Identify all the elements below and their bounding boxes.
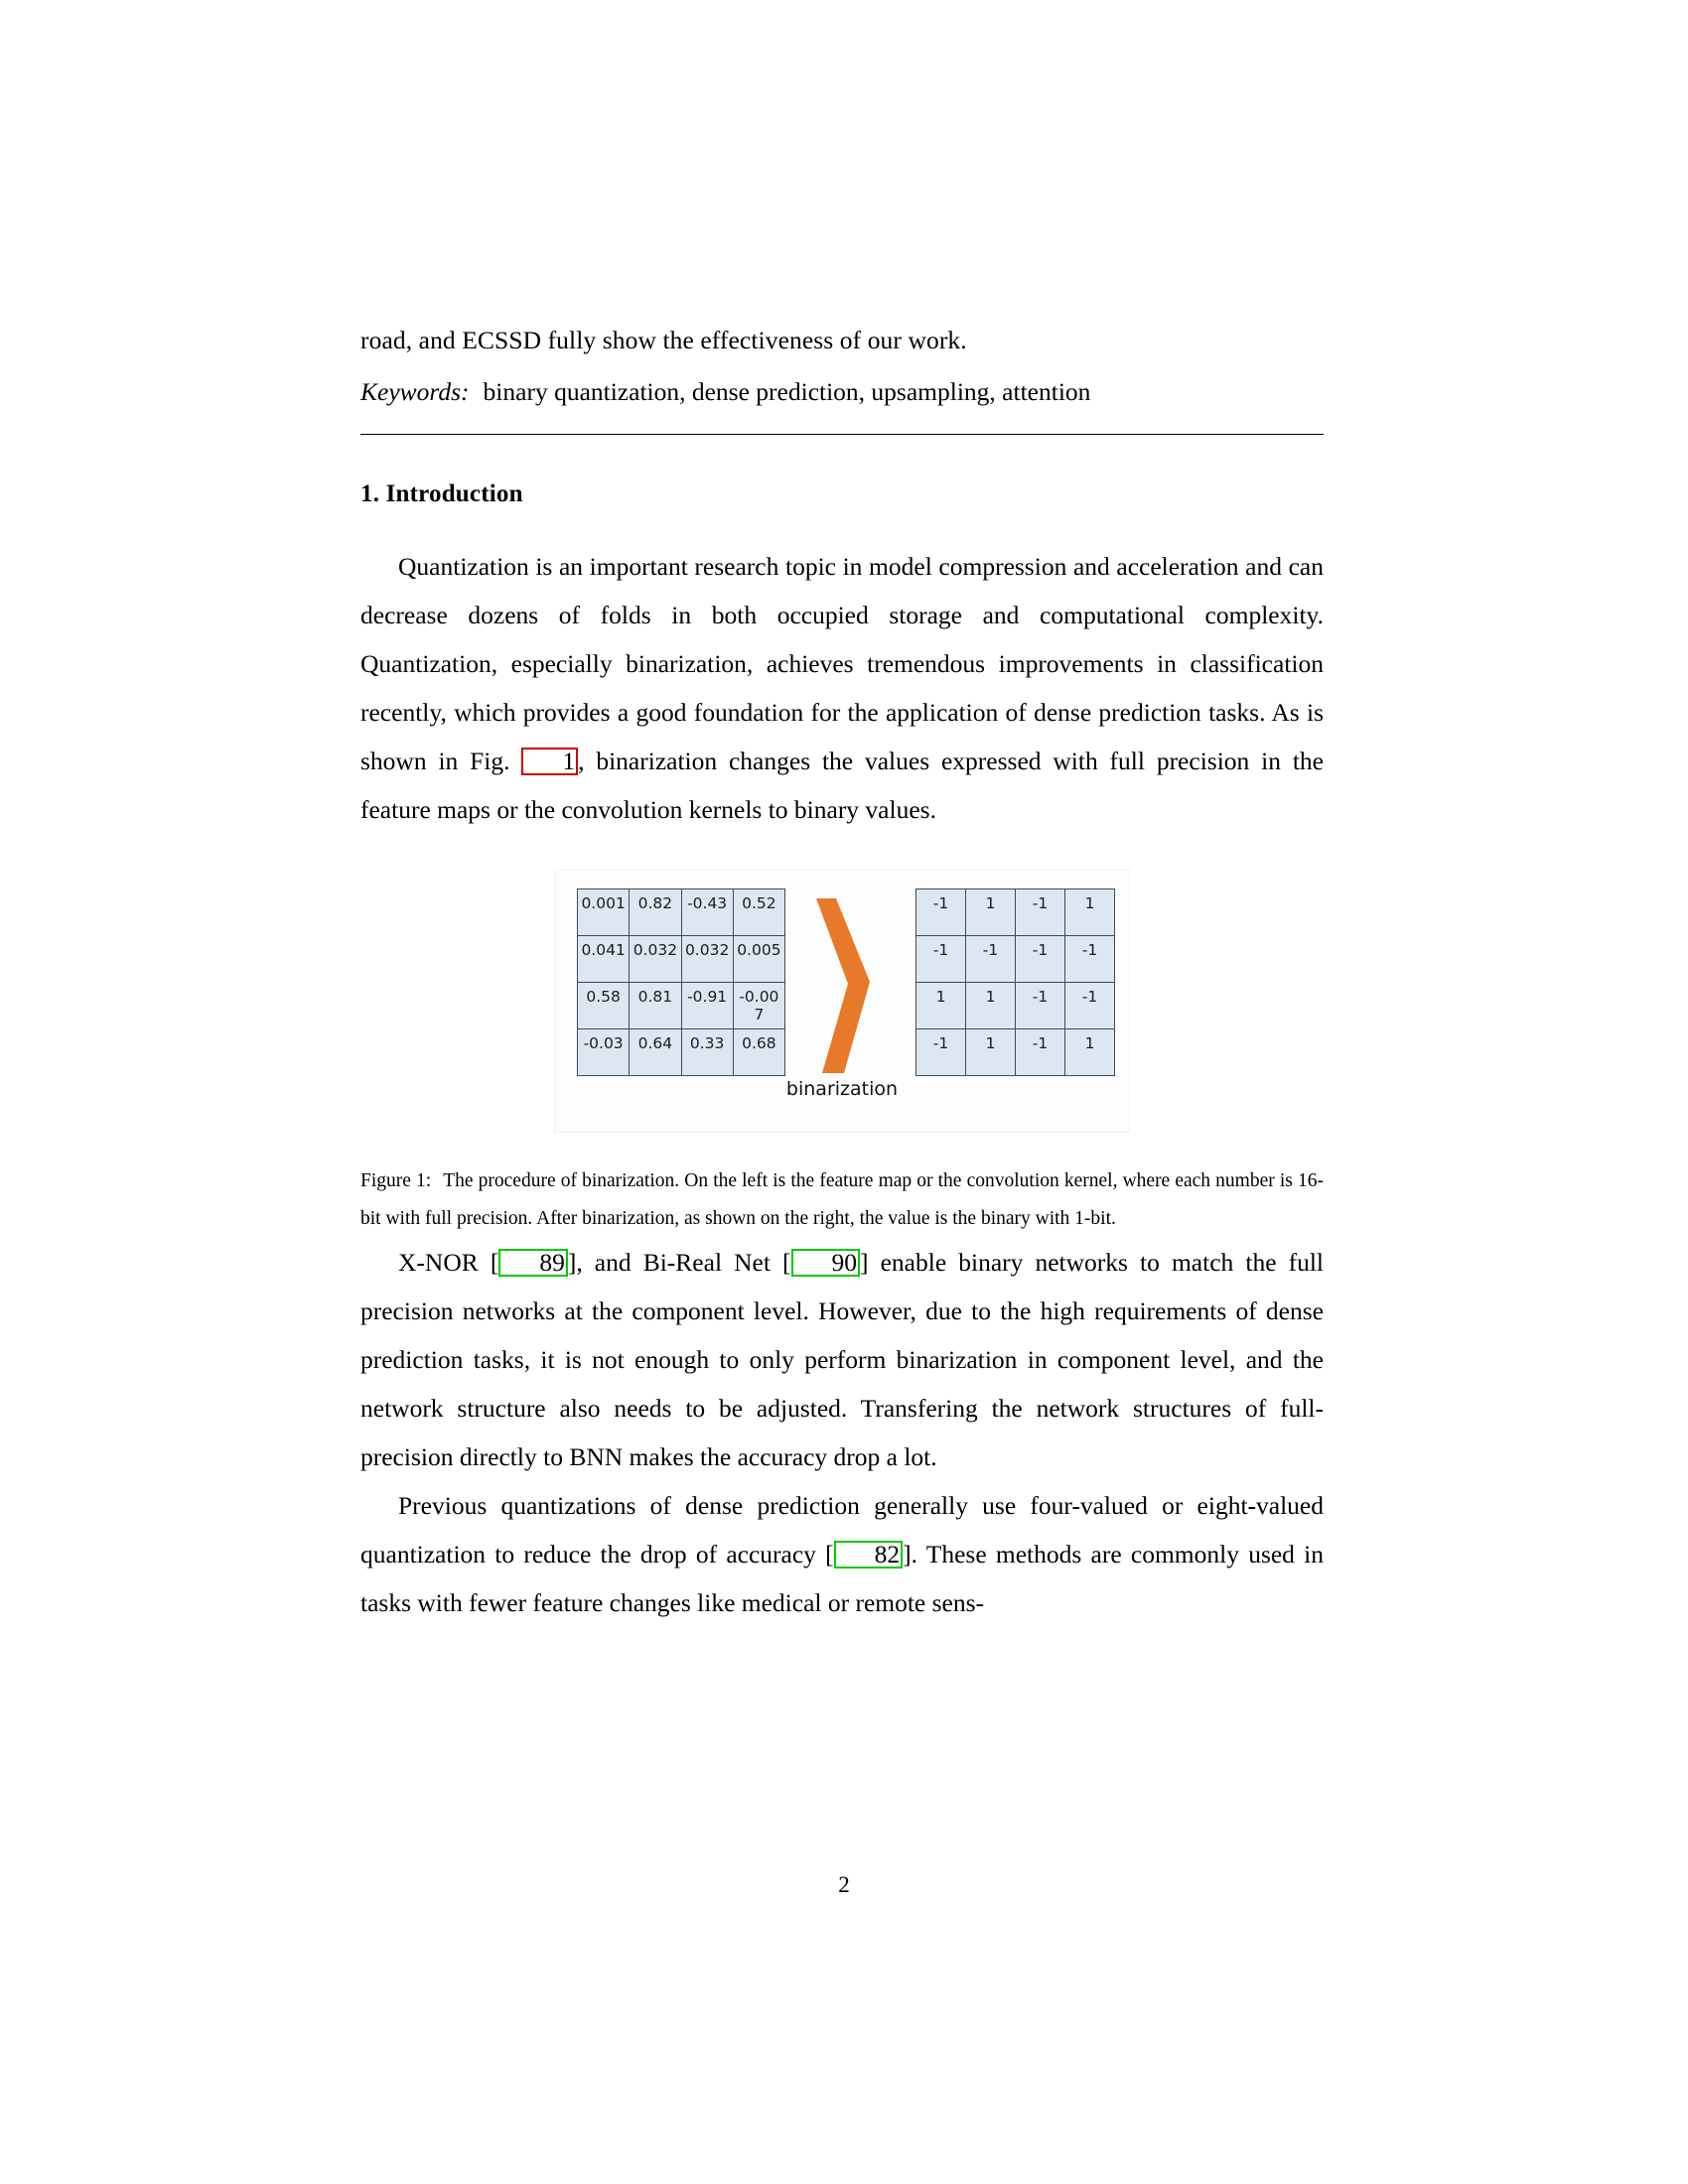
page-content [360,328,1324,1627]
matrix-cell: -0.03 [578,1029,630,1076]
matrix-cell: -1 [1016,936,1065,983]
citation-link-82[interactable]: 82 [834,1541,904,1569]
table-row [578,983,785,1029]
matrix-cell: -1 [1016,1029,1065,1076]
matrix-cell: -1 [916,936,966,983]
matrix-cell: 0.58 [578,983,630,1029]
matrix-cell: 0.005 [733,936,784,983]
paragraph-introduction-part1: Quantization is an important research topic in model compression and acceleration and can decrease dozens of folds in both occupied storage and computational complexity. Quantization, especially binarization, achieves tremendous improvements in classification recently, which provides a good foundation for the application of dense prediction tasks. As is shown in Fig. [360,552,1324,775]
matrix-cell: 0.041 [578,936,630,983]
matrix-cell: -0.91 [681,983,733,1029]
matrix-cell: -1 [1065,936,1115,983]
figure-canvas [554,870,1130,1133]
figure-caption-text: The procedure of binarization. On the left is the feature map or the convolution kernel, where each number is 16-bit with full precision. After binarization, as shown on the right, the value is the binary with 1-bit. [360,1170,1324,1229]
matrix-cell: 1 [966,889,1016,936]
keywords-line [360,376,1324,406]
matrix-cell: 1 [916,983,966,1029]
matrix-cell: 0.001 [578,889,630,936]
matrix-cell: 1 [1065,889,1115,936]
matrix-cell: -1 [1065,983,1115,1029]
matrix-cell: 0.82 [630,889,681,936]
page-number: 2 [838,1872,850,1897]
keywords-value: binary quantization, dense prediction, upsampling, attention [483,376,1091,406]
table-row [916,889,1115,936]
matrix-cell: -1 [1016,983,1065,1029]
paragraph-previous-quantizations: Previous quantizations of dense prediction generally use four-valued or eight-valued quantization to reduce the drop of accuracy [ 82 ]. These methods are commonly used in tasks with fewer feature changes like medical or remote sens- [360,1491,1324,1617]
figure-inner-label: binarization [785,1078,899,1100]
figure-caption [360,1162,1324,1238]
matrix-cell: 0.68 [733,1029,784,1076]
table-row [916,1029,1115,1076]
matrix-cell: -1 [1016,889,1065,936]
table-row [578,1029,785,1076]
citation-link-89[interactable]: 89 [498,1249,568,1277]
table-row [916,936,1115,983]
matrix-cell: -1 [916,889,966,936]
table-row [916,983,1115,1029]
matrix-cell: 0.52 [733,889,784,936]
paragraph-xnor-part1: X-NOR [398,1248,491,1277]
paragraph-xnor-part3: enable binary networks to match the full precision networks at the component level. However, due to the high requirements of dense prediction tasks, it is not enough to only perform binarization in component level, and the network structure also needs to be adjusted. Transfering the network structures of full-precision directly to BNN makes the accuracy drop a lot. [360,1248,1325,1471]
table-row [578,936,785,983]
matrix-cell: 0.032 [630,936,681,983]
paragraph-xnor: X-NOR [ 89 ], and Bi-Real Net [ 90 ] enable binary networks to match the full precision networks at the component level. However, due to the high requirements of dense prediction tasks, it is not enough to only perform binarization in component level, and the network structure also needs to be adjusted. Transfering the network structures of full-precision directly to BNN makes the accuracy drop a lot. [360,1248,1325,1471]
matrix-cell: -1 [916,1029,966,1076]
paragraph-previous-part1: Previous quantizations of dense prediction generally use four-valued or eight-valued quantization to reduce the drop of accuracy [360,1491,1324,1569]
continued-sentence: road, and ECSSD fully show the effectiveness of our work. [360,326,967,354]
figure-reference-link[interactable]: 1 [521,748,578,775]
binarized-matrix [915,888,1115,1076]
figure-1 [360,870,1324,1133]
matrix-cell: 1 [966,1029,1016,1076]
binarization-arrow-icon [808,898,878,1073]
matrix-cell: 0.64 [630,1029,681,1076]
table-row [578,889,785,936]
paragraph-previous-part2: . These methods are commonly used in tasks with fewer feature changes like medical or remote sens- [360,1540,1324,1617]
matrix-cell: -0.007 [733,983,784,1029]
matrix-cell: -0.43 [681,889,733,936]
paragraph-xnor-part2: , and Bi-Real Net [576,1248,783,1277]
matrix-cell: 1 [1065,1029,1115,1076]
matrix-cell: 1 [966,983,1016,1029]
horizontal-divider [360,434,1324,435]
matrix-cell: 0.032 [681,936,733,983]
keywords-label: Keywords: [360,376,470,406]
section-heading-introduction: 1. Introduction [360,480,523,507]
matrix-cell: 0.33 [681,1029,733,1076]
full-precision-matrix [577,888,785,1076]
paragraph-introduction-part2: , binarization changes the values expressed with full precision in the feature maps or the convolution kernels to binary values. [360,747,1324,824]
matrix-cell: -1 [966,936,1016,983]
matrix-cell: 0.81 [630,983,681,1029]
paragraph-introduction [360,542,1324,834]
figure-caption-label: Figure 1: [360,1170,432,1191]
citation-link-90[interactable]: 90 [791,1249,861,1277]
